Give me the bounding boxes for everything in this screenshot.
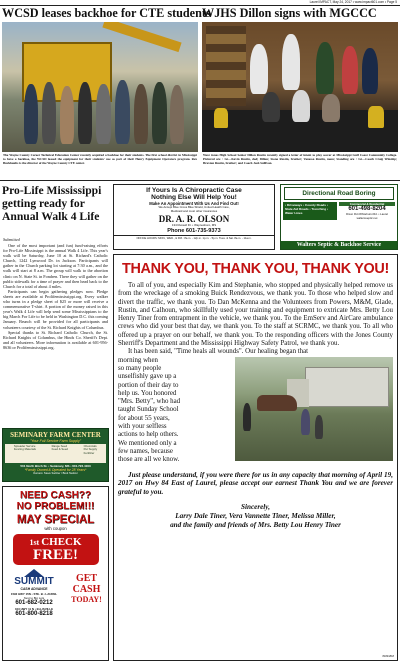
left-headline: WCSD leases backhoe for CTE students xyxy=(2,6,211,20)
seminary-item: Fertilizer xyxy=(83,450,95,455)
thanks-line: portion of their day to xyxy=(118,381,179,389)
septic-address: Dixon Rd./Whitehurst Rd. • Laurel xyxy=(346,212,388,216)
septic-ad xyxy=(280,184,398,250)
seminary-item: Range Seed xyxy=(51,444,68,448)
seminary-item: Pet Supply xyxy=(83,447,98,452)
truck xyxy=(305,367,389,407)
summit-ad xyxy=(2,486,109,661)
summit-phone1: 601-682-0212 xyxy=(15,600,53,606)
thanks-line: so many people xyxy=(118,364,162,372)
septic-right-label: Commercial & Residential xyxy=(339,202,395,206)
wrecked-car xyxy=(257,395,297,411)
septic-name: Walters Septic & Backhoe Service xyxy=(281,241,397,249)
summit-check: CHECK xyxy=(41,536,82,548)
right-caption: West Jones High School Senior Dillon Rustin recently signed a letter of intent to play soccer at Mississippi Gulf Coast Community College. Pictured are : 1st—Kevin Rustin, dad; Dillon; Stone Rustin, brother; Vanessa Rustin, mom; Standing are : 1st—Coach Craig Winship; Braxton Rustin, brother; and Coach Josh Sullivan. xyxy=(203,153,397,165)
thanks-sign2: Larry Dale Tiner, Vera Vannette Tiner, Melissa Miller, xyxy=(175,511,336,520)
chiro-hours: OFFICE HOURS: MON., WED., & FRI.: 8a.m. - 12p.m. 1p.m. - 5p.m. Tues. & Sat. 8a.m. - 11a.m. xyxy=(114,235,274,241)
masthead: Laurel IMPACT, May 24, 2017 • www.impact601.com • Page 5 xyxy=(309,0,397,4)
thanks-line: with your selfless xyxy=(118,423,167,431)
walk-byline: Submitted xyxy=(3,237,20,242)
summit-line4: with coupon xyxy=(44,526,67,531)
thanks-para2-first: It has been said, "Time heals all wounds". Our healing began that xyxy=(128,348,309,356)
walk-para-1: One of the most important (and fun) fund-raising efforts for Pro-Life Mississippi is the annual Walk 4 Life. This year's walk will be Saturday, June 10 at St. Richard's Catholic Church, 1242 Lynwood Dr. in Jackson. Participants will gather in the Church parking lot starting at 7:30 a.m., and the walk will start at 8 a.m. The group will walk to the abortion clinic on N. State St. in Fondren. There they will gather on the public sidewalk for a time of prayer and then head back to the Church for a total of about 4 miles. xyxy=(3,243,108,289)
section-rule xyxy=(0,180,400,181)
summit-phone2: 601-800-8218 xyxy=(15,611,53,617)
summit-cta3: TODAY! xyxy=(71,595,102,604)
summit-free: FREE! xyxy=(33,547,78,563)
summit-line1: NEED CASH?? xyxy=(19,490,92,501)
septic-web: waltersseptic.net xyxy=(356,216,378,220)
chiro-address: 134 Russell Dr. • Waynesboro, MS xyxy=(171,223,217,227)
summit-brand-sub: CASH ADVANCE xyxy=(20,587,48,591)
seminary-address: 501 North Birch St. • Seminary, MS • 601.722.4163 xyxy=(20,464,91,468)
summit-check-badge xyxy=(13,534,99,565)
thanks-para2 xyxy=(118,357,231,465)
walk-body xyxy=(3,243,108,350)
summit-line2: NO PROBLEM!!! xyxy=(16,501,95,512)
thanks-sign3: and the family and friends of Mrs. Betty Lou Henry Tiner xyxy=(170,520,341,529)
thanks-line: "Mrs. Betty", who had xyxy=(118,398,181,406)
thanks-line: morning when xyxy=(118,356,158,364)
walk-para-3: Special thanks to St. Richard Catholic Church, the St. Richard Knights of Columbus, the Hinds Co. Sheriff's Dept. and all volunteers. More information is available at 601-956-8636 or Prolifemississippi.org. xyxy=(3,329,108,350)
thanks-line: unselfishly gave up a xyxy=(118,373,177,381)
seminary-item: Feed & Seed xyxy=(51,447,68,452)
seminary-item: Spreader Service xyxy=(13,444,36,448)
right-headline: WJHS Dillon signs with MGCCC xyxy=(202,6,377,20)
summit-address1: 1592 HWY 15N • STE. B • LAUREL xyxy=(10,592,58,596)
summit-cta2: CASH xyxy=(72,584,101,595)
wreck-photo xyxy=(235,357,393,461)
chiro-line2: Nothing Else Will Help You! xyxy=(151,194,237,201)
seminary-title: SEMINARY FARM CENTER xyxy=(10,431,101,439)
walk-para-2: Participants can begin gathering pledges now. Pledge sheets are available at Prolifemississippi.org. Every walker who turns in a pledge sheet of $25 or more will receive a commemorative T-shirt. A portion of the money raised in this year's Walk 4 Life will help send some Mississippians to the big March For Life to be held in Washington D.C. this coming January. Brunch will be provided for all participants and volunteers courtesy of the St. Richard Knights of Columbus. xyxy=(3,288,108,330)
left-caption: The Wayne County Career Technical Education Center recently acquired a backhoe for their students. The first school district in Mississippi to have a backhoe, the WCSD leased the equipment for their students' use as part of their Henry Equipment Operators program. Rex Buckhaults is the director of the Wayne County CTE center. xyxy=(3,153,197,165)
chiro-line1: If Yours Is A Chiropractic Case xyxy=(146,187,242,194)
summit-cta1: GET xyxy=(75,573,98,584)
thanks-italic: Just please understand, if you were there for us in any capacity that morning of April 19, 2017 on Hwy 84 East of Laurel, please accept our earnest Thank You and we are forever grateful to you. xyxy=(118,470,393,497)
signing-photo xyxy=(202,22,398,152)
chiro-line3: Make An Appointment With Us And Find Out! xyxy=(149,201,239,206)
backhoe-arm xyxy=(102,22,181,52)
chiro-phone: Phone 601-735-9373 xyxy=(167,227,221,234)
chiro-line5: Medicaid and most other insurances xyxy=(170,208,218,213)
thanks-line: actions to help others. xyxy=(118,431,179,439)
septic-services: • Driveways • County Roads • State Aid Roads • Trenching • Water Lines xyxy=(283,202,337,220)
bookshelf xyxy=(206,26,246,106)
trophy-right xyxy=(368,106,384,128)
seminary-item: Chemicals xyxy=(83,444,97,448)
seminary-owners: Owners: Steve Switzer / Brett Switzer xyxy=(33,472,78,475)
backhoe-photo xyxy=(2,22,198,152)
trophy-left xyxy=(214,108,228,128)
thanks-sign1: Sincerely, xyxy=(240,502,271,511)
chiro-line4: We Accept Blue Cross Blue Shield, United Health Care, xyxy=(158,205,230,209)
thanks-line: for about 55 years, xyxy=(118,414,170,422)
septic-title: Directional Road Boring xyxy=(284,187,394,200)
seminary-tagline: "Your Full Service Farm Supply" xyxy=(29,439,82,443)
thanks-line: those are all we know. xyxy=(118,456,180,464)
thanks-line: taught Sunday School xyxy=(118,406,179,414)
thanks-ad xyxy=(113,254,398,661)
seminary-item: Fencing Materials xyxy=(13,447,36,452)
seminary-ad xyxy=(2,428,109,482)
summit-address3: 103 HWY 11 N • ELLISVILLE xyxy=(14,607,54,611)
seminary-footer: *Family Owned & Operated for 28 Years* xyxy=(24,468,87,472)
thanks-code: 81821818 xyxy=(382,655,394,658)
septic-phone: 601-498-8204 xyxy=(348,206,386,212)
walk-headline: Pro-Life Mississippi getting ready for Annual Walk 4 Life xyxy=(2,184,102,223)
chiro-name: DR. A. R. OLSON xyxy=(158,214,230,224)
summit-line3: MAY SPECIAL xyxy=(16,514,95,526)
thanks-line: help us. You honored xyxy=(118,389,177,397)
summit-check-pre: 1st xyxy=(29,538,40,547)
summit-address2: Next to Big Lots xyxy=(23,596,45,600)
thanks-headline: THANK YOU, THANK YOU, THANK YOU! xyxy=(121,261,390,277)
summit-brand: SUMMIT xyxy=(14,576,54,587)
chiro-ad xyxy=(113,184,275,250)
thanks-line: We mentioned only a xyxy=(118,439,177,447)
thanks-para1: To all of you, and especially Kim and Stephanie, who stopped and physically helped remove us from the wreckage of a smoking Buick Rendezvous, we thank you. To those who helped slow and divert the traffic, we thank you. To Dan McKenna and the Volunteers from Powers, M&M, Glade, Rustin, and Calhoun, who skillfully used your training and equipment to extricate Mrs. Betty Lou Henry Tiner from entrapment in the vehicle, we thank you. To the EmServ and AirCare ambulance crews who did your best that day, we thank you. To the staff at SCRMC, we thank you. To all who offered up a prayer on our behalf, we thank you. To the responding officers with the Jones County Sherriff's Department and the Mississippi Highway Safety Patrol, we thank you. xyxy=(118,282,393,348)
thanks-line: few names, because xyxy=(118,447,173,455)
